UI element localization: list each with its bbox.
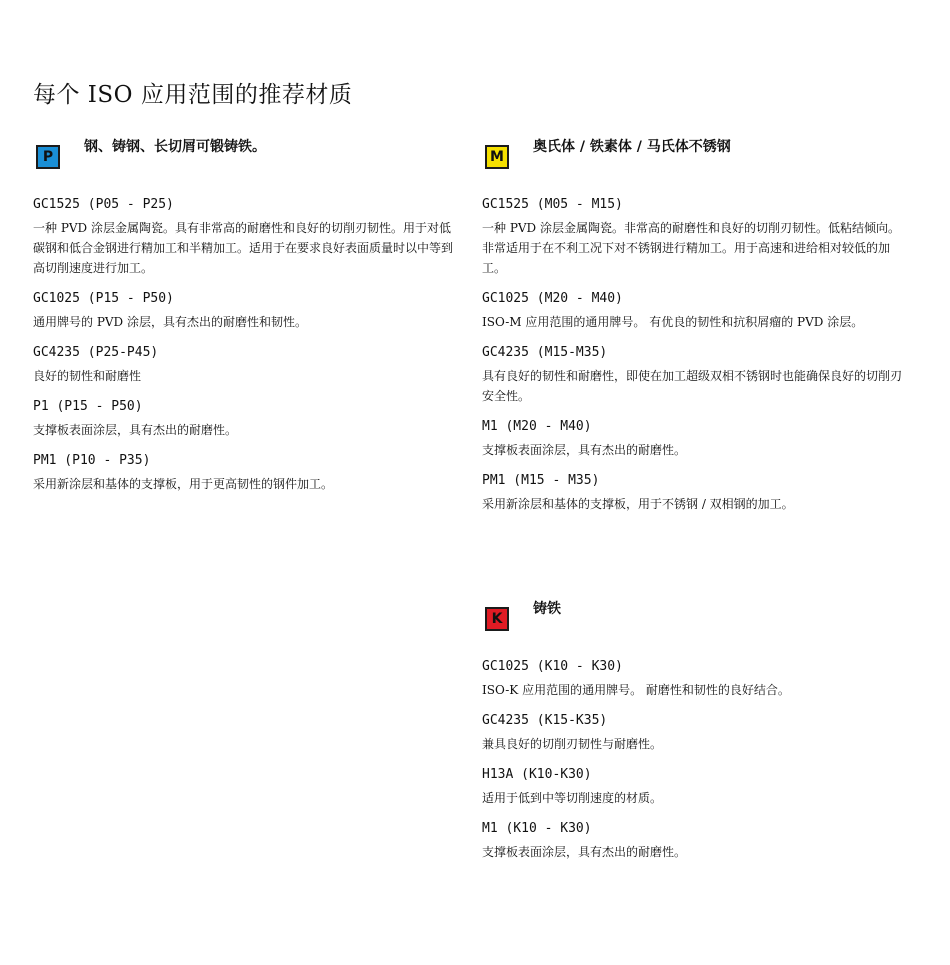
- grade-list: [482, 196, 907, 514]
- grade-name: PM1 (M15 - M35): [482, 473, 600, 488]
- section-header: [482, 598, 907, 658]
- grade-item: [482, 820, 907, 862]
- grade-item: [482, 196, 907, 278]
- section-title: 铸铁: [533, 601, 561, 617]
- iso-m-badge: M: [485, 145, 509, 169]
- section-title: 钢、铸钢、长切屑可锻铸铁。: [84, 139, 266, 155]
- grade-description: 通用牌号的 PVD 涂层，具有杰出的耐磨性和韧性。: [33, 315, 307, 329]
- grade-description: 一种 PVD 涂层金属陶瓷。具有非常高的耐磨性和良好的切削刃韧性。用于对低碳钢和低合金钢进行精加工和半精加工。适用于在要求良好表面质量时以中等到高切削速度进行加工。: [33, 221, 454, 275]
- grade-description: 良好的韧性和耐磨性: [33, 369, 142, 383]
- grade-name: PM1 (P10 - P35): [33, 453, 151, 468]
- grade-list: [482, 658, 907, 862]
- grade-description: 适用于低到中等切削速度的材质。: [482, 791, 663, 805]
- grade-name: GC1025 (K10 - K30): [482, 659, 623, 674]
- grade-name: M1 (M20 - M40): [482, 419, 592, 434]
- grade-description: 采用新涂层和基体的支撑板，用于不锈钢 / 双相钢的加工。: [482, 497, 794, 511]
- grade-description: ISO-M 应用范围的通用牌号。 有优良的韧性和抗积屑瘤的 PVD 涂层。: [482, 315, 864, 329]
- page-title: 每个 ISO 应用范围的推荐材质: [33, 82, 353, 108]
- grade-item: [482, 472, 907, 514]
- grade-description: 支撑板表面涂层，具有杰出的耐磨性。: [33, 423, 238, 437]
- grade-item: [482, 344, 907, 406]
- grade-name: GC1525 (M05 - M15): [482, 197, 623, 212]
- grade-description: 支撑板表面涂层，具有杰出的耐磨性。: [482, 443, 687, 457]
- grade-name: P1 (P15 - P50): [33, 399, 143, 414]
- grade-name: GC4235 (P25-P45): [33, 345, 159, 360]
- grade-item: [482, 712, 907, 754]
- grade-item: [482, 658, 907, 700]
- grade-description: 兼具良好的切削刃韧性与耐磨性。: [482, 737, 663, 751]
- grade-item: [33, 452, 458, 494]
- grade-description: 具有良好的韧性和耐磨性，即使在加工超级双相不锈钢时也能确保良好的切削刃安全性。: [482, 369, 903, 403]
- grade-list: [33, 196, 458, 494]
- grade-name: GC1525 (P05 - P25): [33, 197, 174, 212]
- grade-description: 一种 PVD 涂层金属陶瓷。非常高的耐磨性和良好的切削刃韧性。低粘结倾向。非常适用于在不利工况下对不锈钢进行精加工。用于高速和进给相对较低的加工。: [482, 221, 900, 275]
- grade-item: [33, 196, 458, 278]
- grade-description: ISO-K 应用范围的通用牌号。 耐磨性和韧性的良好结合。: [482, 683, 790, 697]
- section-k-cast-iron: [482, 598, 907, 874]
- grade-name: GC1025 (M20 - M40): [482, 291, 623, 306]
- section-p-steel: [33, 136, 458, 506]
- grade-item: [33, 398, 458, 440]
- grade-item: [33, 344, 458, 386]
- grade-description: 采用新涂层和基体的支撑板，用于更高韧性的钢件加工。: [33, 477, 334, 491]
- iso-p-badge: P: [36, 145, 60, 169]
- grade-item: [482, 290, 907, 332]
- grade-name: M1 (K10 - K30): [482, 821, 592, 836]
- grade-name: GC1025 (P15 - P50): [33, 291, 174, 306]
- grade-name: GC4235 (M15-M35): [482, 345, 608, 360]
- grade-item: [482, 418, 907, 460]
- grade-name: H13A (K10-K30): [482, 767, 592, 782]
- iso-k-badge: K: [485, 607, 509, 631]
- section-header: [33, 136, 458, 196]
- section-title: 奥氏体 / 铁素体 / 马氏体不锈钢: [533, 139, 731, 155]
- grade-name: GC4235 (K15-K35): [482, 713, 608, 728]
- grade-item: [33, 290, 458, 332]
- grade-item: [482, 766, 907, 808]
- section-header: [482, 136, 907, 196]
- grade-description: 支撑板表面涂层，具有杰出的耐磨性。: [482, 845, 687, 859]
- section-m-stainless: [482, 136, 907, 526]
